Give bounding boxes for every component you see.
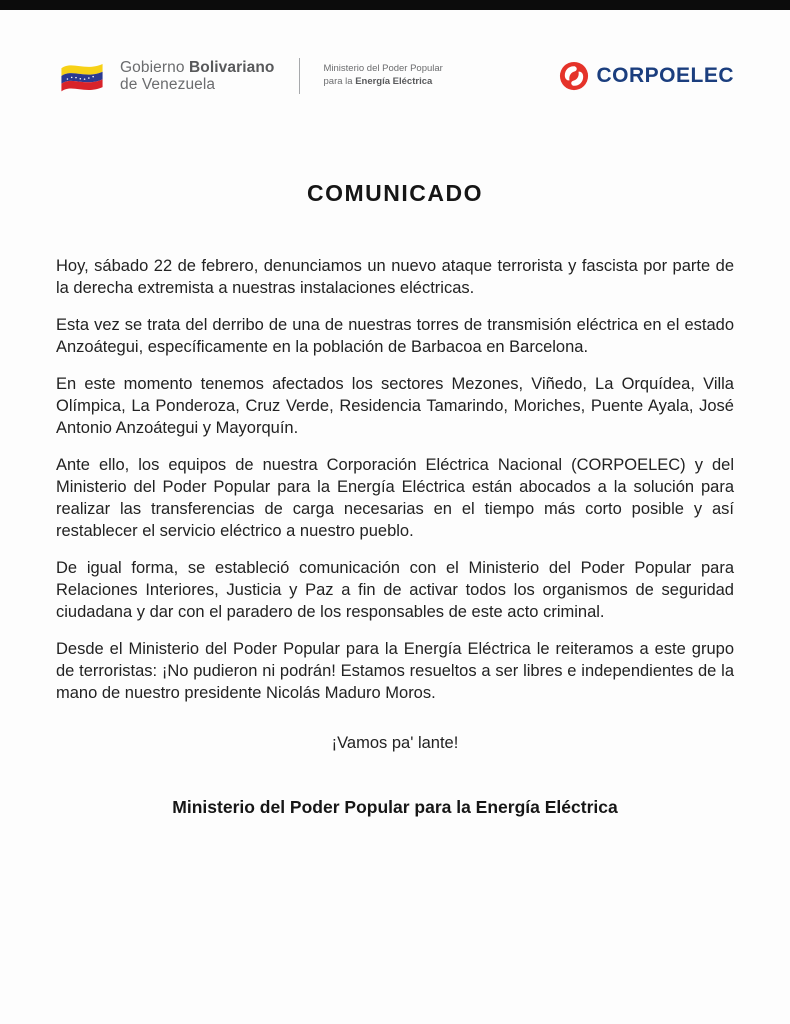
paragraph-6: Desde el Ministerio del Poder Popular para la Energía Eléctrica le reiteramos a este grupo de terroristas: ¡No pudieron ni podrán! Estamos resueltos a ser libres e independientes de la mano de nuestro presidente Nicolás Maduro Moros. xyxy=(56,640,734,702)
paragraph-4: Ante ello, los equipos de nuestra Corporación Eléctrica Nacional (CORPOELEC) y del Ministerio del Poder Popular para la Energía Eléctrica están abocados a la solución para realizar las transferencias de carga necesarias en el tiempo más corto posible y así restablecer el servicio eléctrico a nuestro pueblo. xyxy=(56,456,734,540)
ministry-name-line2: para la xyxy=(323,76,356,87)
corpoelec-wordmark: CORPOELEC xyxy=(596,64,734,87)
venezuela-flag-icon xyxy=(56,58,108,94)
ministry-name-line2-bold: Energía Eléctrica xyxy=(355,76,433,87)
paragraph-3: En este momento tenemos afectados los sectores Mezones, Viñedo, La Orquídea, Villa Olímpica, La Ponderoza, Cruz Verde, Residencia Tamarindo, Moriches, Puente Ayala, José Antonio Anzoátegui y Mayorquín. xyxy=(56,375,734,437)
slogan: ¡Vamos pa' lante! xyxy=(331,734,459,752)
paragraph-1: Hoy, sábado 22 de febrero, denunciamos un nuevo ataque terrorista y fascista por parte de la derecha extremista a nuestras instalaciones eléctricas. xyxy=(56,257,734,297)
government-name-line1-bold: Bolivariano xyxy=(188,58,275,76)
ministry-name-line1: Ministerio del Poder Popular xyxy=(323,63,443,75)
government-name xyxy=(120,59,275,94)
government-logo xyxy=(56,58,443,94)
header-divider xyxy=(299,58,300,94)
government-name-line2: de Venezuela xyxy=(120,76,216,93)
government-name-line1: Gobierno xyxy=(120,58,189,76)
corpoelec-swirl-icon xyxy=(559,61,589,91)
header xyxy=(0,10,790,94)
corpoelec-logo xyxy=(559,61,734,91)
ministry-name xyxy=(324,63,443,89)
scan-top-bar xyxy=(0,0,790,10)
document-body xyxy=(0,255,790,818)
signature-line: Ministerio del Poder Popular para la Energía Eléctrica xyxy=(172,797,618,817)
paragraph-5: De igual forma, se estableció comunicación con el Ministerio del Poder Popular para Relaciones Interiores, Justicia y Paz a fin de activar todos los organismos de seguridad ciudadana y dar con el paradero de los responsables de este acto criminal. xyxy=(56,559,734,621)
paragraph-2: Esta vez se trata del derribo de una de nuestras torres de transmisión eléctrica en el estado Anzoátegui, específicamente en la población de Barbacoa en Barcelona. xyxy=(56,316,734,356)
document-title: COMUNICADO xyxy=(307,180,483,206)
